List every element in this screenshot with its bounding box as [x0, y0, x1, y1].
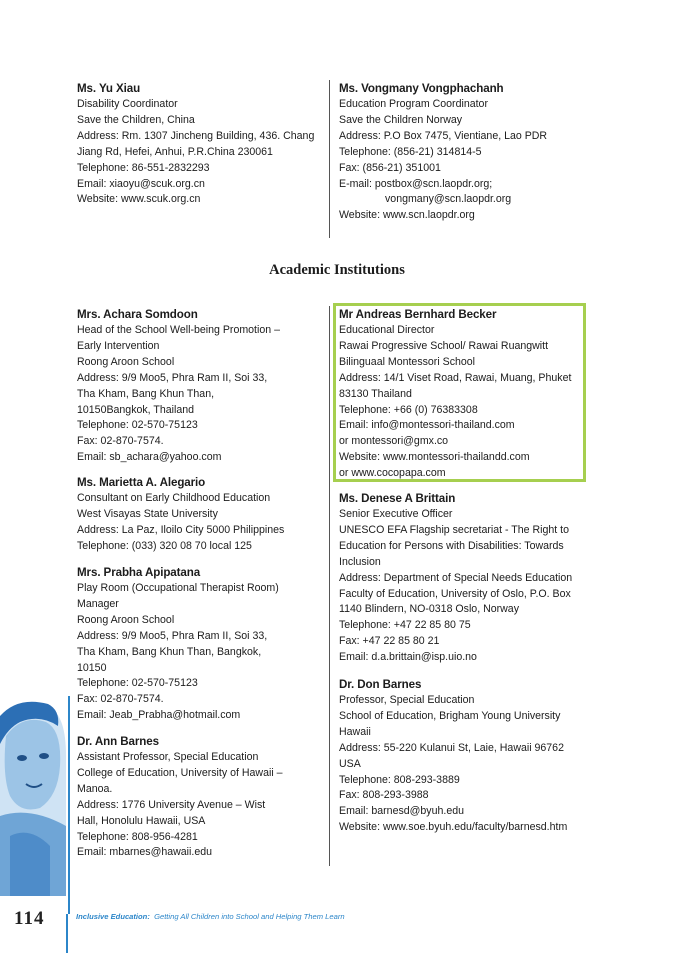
photo-divider — [68, 696, 70, 914]
contact-line: Education for Persons with Disabilities: Towards — [339, 539, 564, 552]
contact-line: 1140 Blindern, NO-0318 Oslo, Norway — [339, 603, 519, 616]
contact-line: Telephone: 02-570-75123 — [77, 677, 198, 690]
contact-line: or www.cocopapa.com — [339, 467, 446, 480]
page-number: 114 — [14, 908, 45, 929]
contact-line: Address: La Paz, Iloilo City 5000 Philippines — [77, 523, 285, 536]
contact-line: Email: sb_achara@yahoo.com — [77, 451, 222, 464]
contact-line: Email: barnesd@byuh.edu — [339, 805, 465, 818]
contact-prabha — [77, 564, 329, 724]
contact-line: Roong Aroon School — [77, 355, 175, 368]
contact-line: Tha Kham, Bang Khun Than, Bangkok, — [77, 645, 262, 658]
contact-vongmany — [339, 80, 591, 224]
contact-name: Ms. Yu Xiau — [77, 82, 141, 95]
contact-line: Address: 9/9 Moo5, Phra Ram II, Soi 33, — [77, 371, 268, 384]
child-photo-image — [0, 696, 66, 896]
contact-line: Address: Department of Special Needs Education — [339, 571, 573, 584]
contact-line: Telephone: +47 22 85 80 75 — [339, 619, 471, 632]
contact-line: Telephone: 86-551-2832293 — [77, 161, 210, 174]
column-divider-top — [329, 80, 330, 238]
contact-line: Address: Rm. 1307 Jincheng Building, 436. Chang — [77, 129, 315, 142]
contact-line: vongmany@scn.laopdr.org — [385, 193, 512, 206]
contact-line: Consultant on Early Childhood Education — [77, 492, 271, 504]
contact-name: Mrs. Prabha Apipatana — [77, 566, 201, 579]
contact-line: Professor, Special Education — [339, 694, 475, 706]
contact-don-barnes — [339, 676, 591, 836]
contact-line: Email: xiaoyu@scuk.org.cn — [77, 177, 205, 190]
contact-name: Ms. Denese A Brittain — [339, 492, 456, 505]
contact-line: Fax: 02-870-7574. — [77, 435, 164, 448]
contact-line: Hawaii — [339, 725, 371, 738]
contact-line: E-mail: postbox@scn.laopdr.org; — [339, 177, 493, 190]
contact-denese-brittain — [339, 490, 591, 666]
contact-line: Address: P.O Box 7475, Vientiane, Lao PDR — [339, 129, 548, 142]
contact-line: Save the Children Norway — [339, 113, 463, 126]
contact-line: Senior Executive Officer — [339, 508, 453, 520]
contact-line: Email: info@montessori-thailand.com — [339, 419, 515, 432]
contact-line: 10150 — [77, 661, 107, 674]
contact-line: West Visayas State University — [77, 507, 218, 520]
column-divider-main — [329, 306, 330, 866]
contact-line: Head of the School Well-being Promotion – — [77, 324, 280, 336]
contact-line: Manager — [77, 597, 119, 610]
contact-line: Roong Aroon School — [77, 613, 175, 626]
contact-line: Fax: 02-870-7574. — [77, 693, 164, 706]
contact-line: Website: www.montessori-thailandd.com — [339, 451, 530, 464]
contact-line: Jiang Rd, Hefei, Anhui, P.R.China 230061 — [77, 145, 273, 158]
contact-line: Play Room (Occupational Therapist Room) — [77, 582, 279, 594]
contact-andreas-becker — [339, 306, 591, 482]
contact-line: Email: d.a.brittain@isp.uio.no — [339, 651, 477, 664]
footer-running-title — [76, 912, 345, 921]
contact-line: Disability Coordinator — [77, 98, 178, 110]
contact-line: Address: 1776 University Avenue – Wist — [77, 798, 266, 811]
footer-title-bold: Inclusive Education: — [76, 912, 150, 921]
contact-line: Address: 14/1 Viset Road, Rawai, Muang, Phuket — [339, 371, 572, 384]
contact-line: Early Intervention — [77, 339, 160, 352]
contact-line: Tha Kham, Bang Khun Than, — [77, 387, 215, 400]
contact-line: 10150Bangkok, Thailand — [77, 403, 195, 416]
contact-name: Ms. Marietta A. Alegario — [77, 476, 206, 489]
contact-line: Assistant Professor, Special Education — [77, 751, 259, 763]
contact-line: Telephone: (033) 320 08 70 local 125 — [77, 539, 252, 552]
contact-line: Faculty of Education, University of Oslo, P.O. Box — [339, 587, 571, 600]
contact-line: 83130 Thailand — [339, 387, 412, 400]
contact-line: Fax: (856-21) 351001 — [339, 161, 441, 174]
contact-yu-xiau — [77, 80, 329, 208]
contact-ann-barnes — [77, 733, 329, 861]
contact-name: Mr Andreas Bernhard Becker — [339, 308, 497, 321]
contact-line: Telephone: 808-956-4281 — [77, 830, 198, 843]
contact-line: Fax: 808-293-3988 — [339, 789, 429, 802]
contact-name: Dr. Ann Barnes — [77, 735, 159, 748]
contact-name: Mrs. Achara Somdoon — [77, 308, 198, 321]
contact-line: Website: www.scuk.org.cn — [77, 193, 201, 206]
contact-line: Bilinguaal Montessori School — [339, 355, 476, 368]
contact-line: Hall, Honolulu Hawaii, USA — [77, 814, 206, 827]
contact-line: USA — [339, 757, 361, 770]
contact-line: Telephone: +66 (0) 76383308 — [339, 403, 478, 416]
contact-line: Website: www.soe.byuh.edu/faculty/barnesd.htm — [339, 821, 568, 834]
contact-line: Education Program Coordinator — [339, 98, 488, 110]
contact-line: College of Education, University of Hawaii – — [77, 766, 283, 779]
contact-line: Fax: +47 22 85 80 21 — [339, 635, 440, 648]
contact-line: UNESCO EFA Flagship secretariat - The Right to — [339, 523, 570, 536]
footer-divider — [66, 914, 68, 953]
contact-line: Manoa. — [77, 782, 113, 795]
footer-title-rest: Getting All Children into School and Helping Them Learn — [149, 912, 345, 921]
contact-line: Telephone: 02-570-75123 — [77, 419, 198, 432]
contact-line: School of Education, Brigham Young University — [339, 709, 561, 722]
contact-line: Website: www.scn.laopdr.org — [339, 209, 475, 222]
contact-line: Address: 55-220 Kulanui St, Laie, Hawaii 96762 — [339, 741, 564, 754]
contact-achara — [77, 306, 329, 466]
section-title: Academic Institutions — [269, 262, 405, 278]
contact-line: Educational Director — [339, 324, 435, 336]
contact-line: Email: Jeab_Prabha@hotmail.com — [77, 709, 241, 722]
contact-line: Email: mbarnes@hawaii.edu — [77, 846, 212, 859]
contact-name: Dr. Don Barnes — [339, 678, 422, 691]
contact-line: Telephone: 808-293-3889 — [339, 773, 460, 786]
contact-line: Rawai Progressive School/ Rawai Ruangwitt — [339, 339, 549, 352]
contact-marietta — [77, 474, 329, 555]
contact-name: Ms. Vongmany Vongphachanh — [339, 82, 504, 95]
contact-line: Save the Children, China — [77, 113, 195, 126]
contact-line: Telephone: (856-21) 314814-5 — [339, 145, 482, 158]
contact-line: Address: 9/9 Moo5, Phra Ram II, Soi 33, — [77, 629, 268, 642]
contact-line: Inclusion — [339, 555, 381, 568]
contact-line: or montessori@gmx.co — [339, 435, 449, 448]
